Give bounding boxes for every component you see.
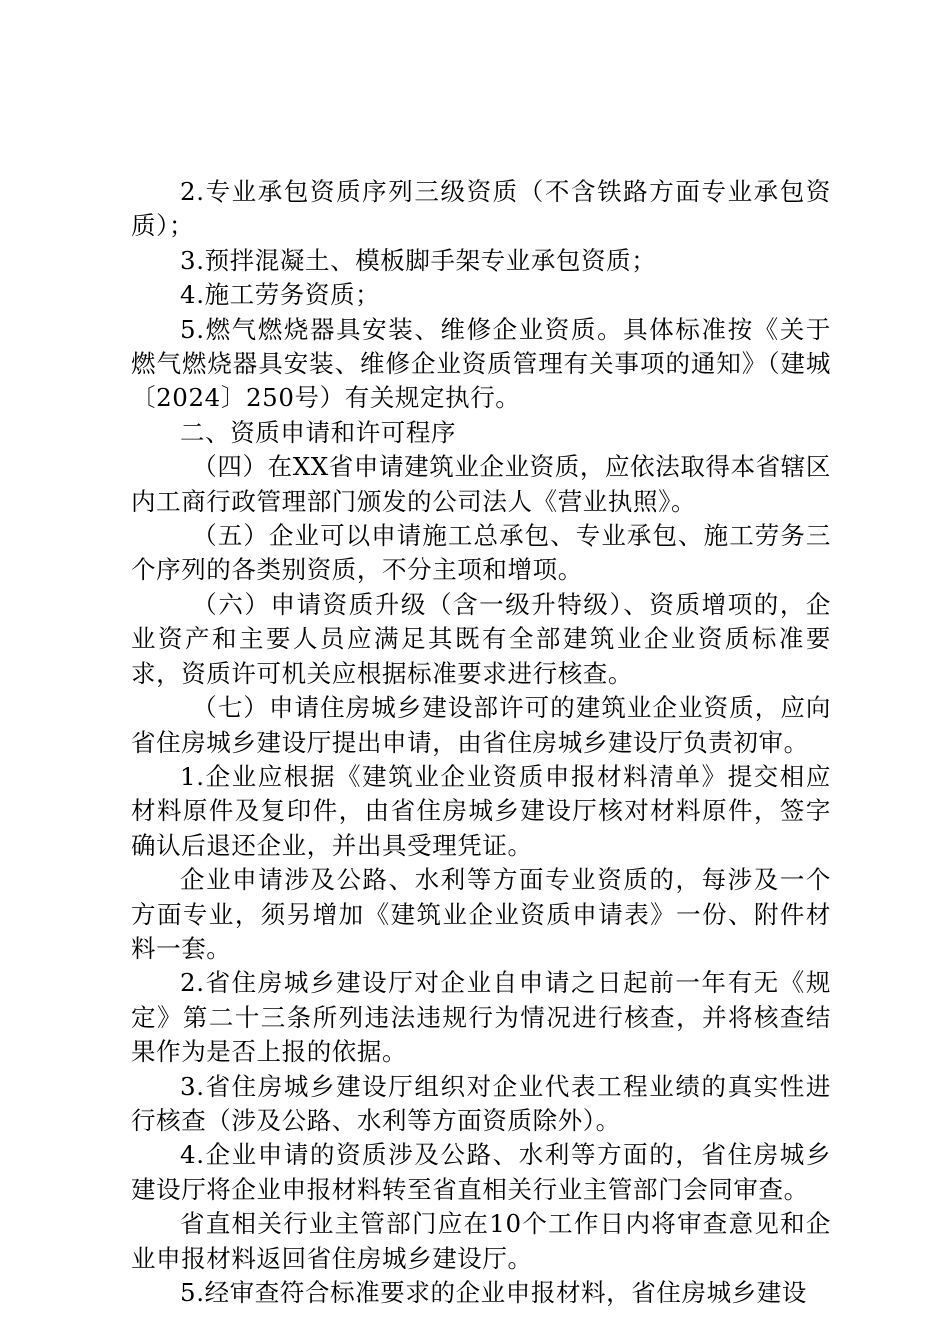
paragraph-step-3: 3.省住房城乡建设厅组织对企业代表工程业绩的真实性进行核查（涉及公路、水利等方面资质除外）。 bbox=[131, 1071, 831, 1135]
paragraph-step-5: 5.经审查符合标准要求的企业申报材料，省住房城乡建设 bbox=[180, 1278, 807, 1307]
paragraph-step-1: 1.企业应根据《建筑业企业资质申报材料清单》提交相应材料原件及复印件，由省住房城乡建设厅核对材料原件，签字确认后退还企业，并出具受理凭证。 bbox=[131, 761, 831, 860]
paragraph-step-1-note: 企业申请涉及公路、水利等方面专业资质的，每涉及一个方面专业，须另增加《建筑业企业资质申请表》一份、附件材料一套。 bbox=[131, 865, 831, 963]
paragraph-step-2: 2.省住房城乡建设厅对企业自申请之日起前一年有无《规定》第二十三条所列违法违规行为情况进行核查，并将核查结果作为是否上报的依据。 bbox=[131, 968, 831, 1067]
paragraph-step-4-note: 省直相关行业主管部门应在10个工作日内将审查意见和企业申报材料返回省住房城乡建设厅。 bbox=[131, 1209, 831, 1273]
paragraph-clause-5: （五）企业可以申请施工总承包、专业承包、施工劳务三个序列的各类别资质，不分主项和增项。 bbox=[131, 521, 831, 585]
paragraph-clause-6: （六）申请资质升级（含一级升特级）、资质增项的，企业资产和主要人员应满足其既有全部建筑业企业资质标准要求，资质许可机关应根据标准要求进行核查。 bbox=[131, 589, 831, 688]
paragraph-clause-4: （四）在XX省申请建筑业企业资质，应依法取得本省辖区内工商行政管理部门颁发的公司法人《营业执照》。 bbox=[131, 452, 831, 516]
paragraph-item-2: 2.专业承包资质序列三级资质（不含铁路方面专业承包资质）； bbox=[131, 177, 831, 241]
paragraph-clause-7: （七）申请住房城乡建设部许可的建筑业企业资质，应向省住房城乡建设厅提出申请，由省住房城乡建设厅负责初审。 bbox=[131, 693, 831, 757]
paragraph-step-4: 4.企业申请的资质涉及公路、水利等方面的，省住房城乡建设厅将企业申报材料转至省直相关行业主管部门会同审查。 bbox=[131, 1140, 831, 1204]
section-heading-2: 二、资质申请和许可程序 bbox=[180, 417, 457, 447]
paragraph-item-5: 5.燃气燃烧器具安装、维修企业资质。具体标准按《关于燃气燃烧器具安装、维修企业资质管理有关事项的通知》（建城〔2024〕250号）有关规定执行。 bbox=[131, 314, 831, 413]
paragraph-item-3: 3.预拌混凝土、模板脚手架专业承包资质； bbox=[180, 245, 657, 275]
document-body bbox=[131, 175, 831, 1310]
paragraph-item-4: 4.施工劳务资质； bbox=[180, 280, 381, 310]
